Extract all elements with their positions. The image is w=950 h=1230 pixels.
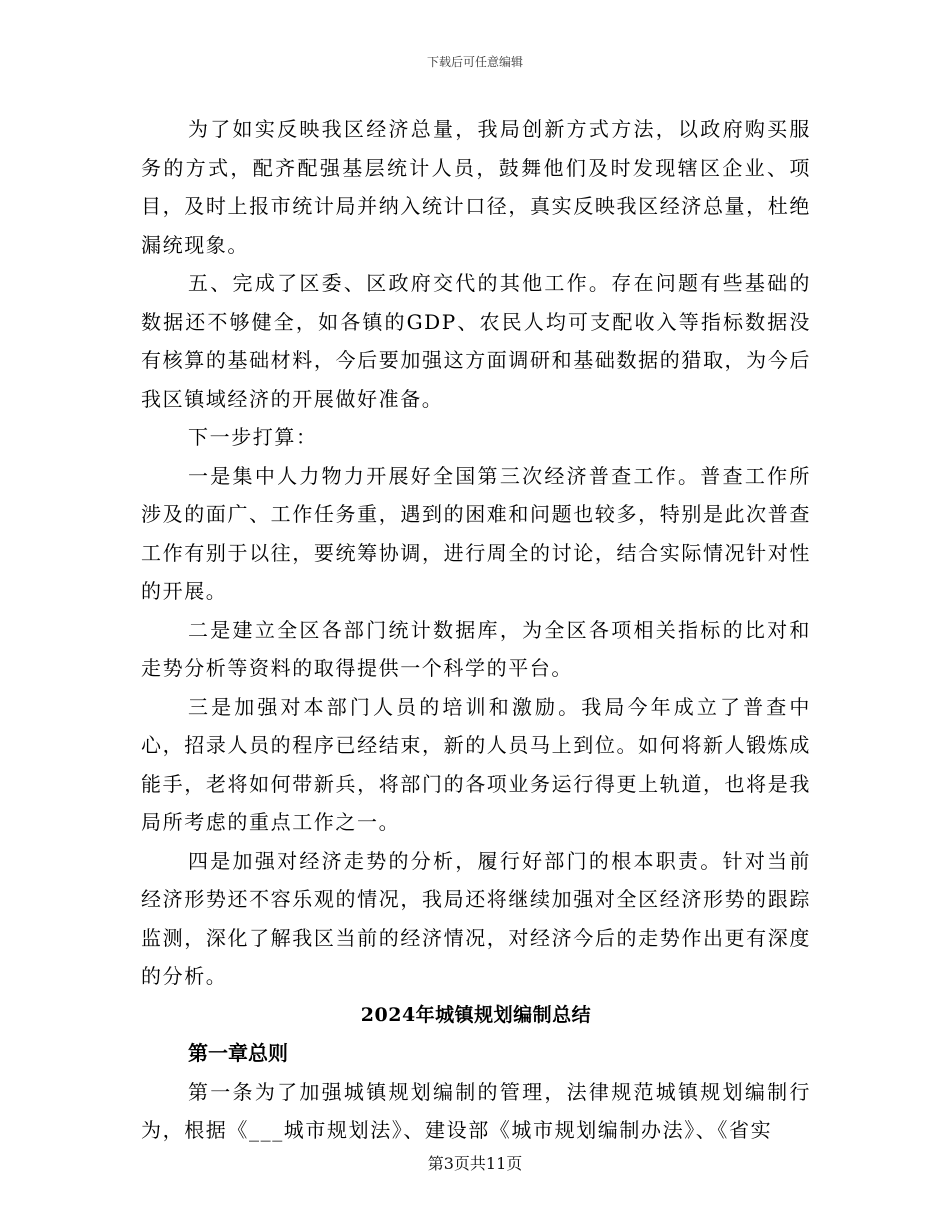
paragraph-article-1: 第一条为了加强城镇规划编制的管理，法律规范城镇规划编制行为，根据《___城市规划法》、建设部《城市规划编制办法》、《省实 xyxy=(141,1079,811,1142)
chapter-heading: 第一章总则 xyxy=(188,1041,288,1065)
section-title: 2024年城镇规划编制总结 xyxy=(360,1003,592,1026)
paragraph-other-work: 五、完成了区委、区政府交代的其他工作。存在问题有些基础的数据还不够健全，如各镇的GDP、农民人均可支配收入等指标数据没有核算的基础材料，今后要加强这方面调研和基础数据的猎取，为今后我区镇域经济的开展做好准备。 xyxy=(141,271,811,411)
paragraph-next-plan-heading: 下一步打算： xyxy=(188,425,318,449)
paragraph-economic-total: 为了如实反映我区经济总量，我局创新方式方法，以政府购买服务的方式，配齐配强基层统计人员，鼓舞他们及时发现辖区企业、项目，及时上报市统计局并纳入统计口径，真实反映我区经济总量，杜绝漏统现象。 xyxy=(141,117,811,257)
paragraph-plan-2: 二是建立全区各部门统计数据库，为全区各项相关指标的比对和走势分析等资料的取得提供一个科学的平台。 xyxy=(141,617,811,680)
paragraph-plan-4: 四是加强对经济走势的分析，履行好部门的根本职责。针对当前经济形势还不容乐观的情况，我局还将继续加强对全区经济形势的跟踪监测，深化了解我区当前的经济情况，对经济今后的走势作出更有深度的分析。 xyxy=(141,848,811,988)
page-number: 第3页共11页 xyxy=(427,1154,523,1173)
page-header: 下载后可任意编辑 xyxy=(426,55,523,69)
paragraph-plan-1: 一是集中人力物力开展好全国第三次经济普查工作。普查工作所涉及的面广、工作任务重，遇到的困难和问题也较多，特别是此次普查工作有别于以往，要统筹协调，进行周全的讨论，结合实际情况针对性的开展。 xyxy=(141,463,811,603)
document-body xyxy=(141,110,811,1150)
paragraph-plan-3: 三是加强对本部门人员的培训和激励。我局今年成立了普查中心，招录人员的程序已经结束，新的人员马上到位。如何将新人锻炼成能手，老将如何带新兵，将部门的各项业务运行得更上轨道，也将是我局所考虑的重点工作之一。 xyxy=(141,694,811,834)
